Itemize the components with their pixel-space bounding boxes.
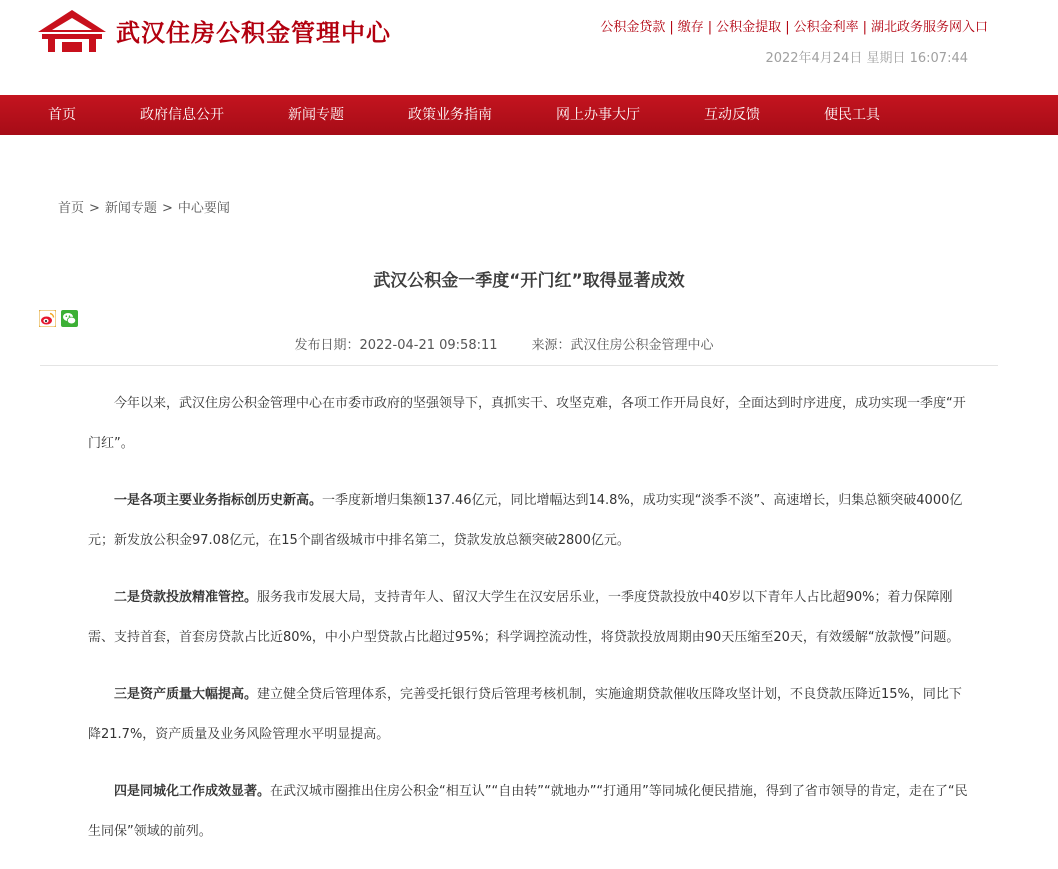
current-datetime: 2022年4月24日 星期日 16:07:44 (765, 51, 968, 66)
paragraph-text: 建立健全贷后管理体系，完善受托银行贷后管理考核机制，实施逾期贷款催收压降攻坚计划，不良贷款压降近15%，同比下降21.7%，资产质量及业务风险管理水平明显提高。 (88, 687, 962, 742)
separator: | (707, 20, 713, 35)
article-paragraph (88, 578, 968, 658)
site-name: 武汉住房公积金管理中心 (116, 19, 391, 47)
separator: | (785, 20, 790, 35)
paragraph-lead: 四是同城化工作成效显著。 (114, 784, 271, 799)
top-links (600, 16, 988, 35)
paragraph-text: 今年以来，武汉住房公积金管理中心在市委市政府的坚强领导下，真抓实干、攻坚克难，各项工作开局良好，全面达到时序进度，成功实现一季度“开门红”。 (88, 396, 966, 451)
paragraph-text: 一季度新增归集额137.46亿元，同比增幅达到14.8%，成功实现“淡季不淡”、高速增长，归集总额突破4000亿元；新发放公积金97.08亿元，在15个副省级城市中排名第二，贷款发放总额突破2800亿元。 (88, 493, 963, 548)
site-logo-icon[interactable] (38, 10, 106, 52)
top-link-loan[interactable]: 公积金贷款 (600, 20, 666, 35)
publish-date: 发布日期：2022-04-21 09:58:11 (294, 338, 498, 353)
article-paragraph (88, 481, 968, 561)
breadcrumb (58, 197, 230, 216)
article-title: 武汉公积金一季度“开门红”取得显著成效 (373, 271, 685, 291)
wechat-icon[interactable] (61, 310, 78, 327)
nav-item-news[interactable]: 新闻专题 (288, 107, 344, 123)
separator: | (669, 20, 674, 35)
nav-item-feedback[interactable]: 互动反馈 (704, 107, 760, 123)
paragraph-lead: 一是各项主要业务指标创历史新高。 (114, 493, 323, 508)
article-source: 来源：武汉住房公积金管理中心 (531, 338, 714, 353)
breadcrumb-center-news[interactable]: 中心要闻 (177, 201, 230, 216)
breadcrumb-news[interactable]: 新闻专题 (104, 201, 157, 216)
weibo-icon[interactable] (39, 310, 56, 327)
nav-item-gov-info[interactable]: 政府信息公开 (140, 107, 224, 123)
paragraph-lead: 三是资产质量大幅提高。 (114, 687, 258, 702)
top-link-hubei-portal[interactable]: 湖北政务服务网入口 (870, 20, 988, 35)
divider (40, 365, 998, 366)
article-body (88, 384, 968, 869)
nav-item-home[interactable]: 首页 (48, 107, 76, 123)
paragraph-text: 服务我市发展大局，支持青年人、留汉大学生在汉安居乐业，一季度贷款投放中40岁以下青年人占比超90%；着力保障刚需、支持首套，首套房贷款占比近80%，中小户型贷款占比超过95%；科学调控流动性，将贷款投放周期由90天压缩至20天，有效缓解“放款慢”问题。 (88, 590, 960, 645)
breadcrumb-separator: > (161, 201, 173, 216)
nav-item-online-service[interactable]: 网上办事大厅 (556, 107, 640, 123)
main-nav (0, 95, 1058, 135)
paragraph-text: 在武汉城市圈推出住房公积金“相互认”“自由转”“就地办”“打通用”等同城化便民措施，得到了省市领导的肯定，走在了“民生同保”领域的前列。 (88, 784, 968, 839)
article-paragraph (88, 384, 968, 464)
breadcrumb-separator: > (89, 201, 100, 216)
article-paragraph (88, 772, 968, 852)
top-link-deposit[interactable]: 缴存 (677, 20, 704, 35)
top-link-withdraw[interactable]: 公积金提取 (716, 20, 782, 35)
article-paragraph (88, 675, 968, 755)
top-link-rate[interactable]: 公积金利率 (793, 20, 859, 35)
paragraph-lead: 二是贷款投放精准管控。 (114, 590, 258, 605)
article-meta (0, 334, 1008, 353)
nav-item-tools[interactable]: 便民工具 (824, 107, 880, 123)
separator: | (862, 20, 867, 35)
site-header (0, 0, 1058, 95)
breadcrumb-home[interactable]: 首页 (58, 201, 85, 216)
nav-item-policy-guide[interactable]: 政策业务指南 (408, 107, 492, 123)
